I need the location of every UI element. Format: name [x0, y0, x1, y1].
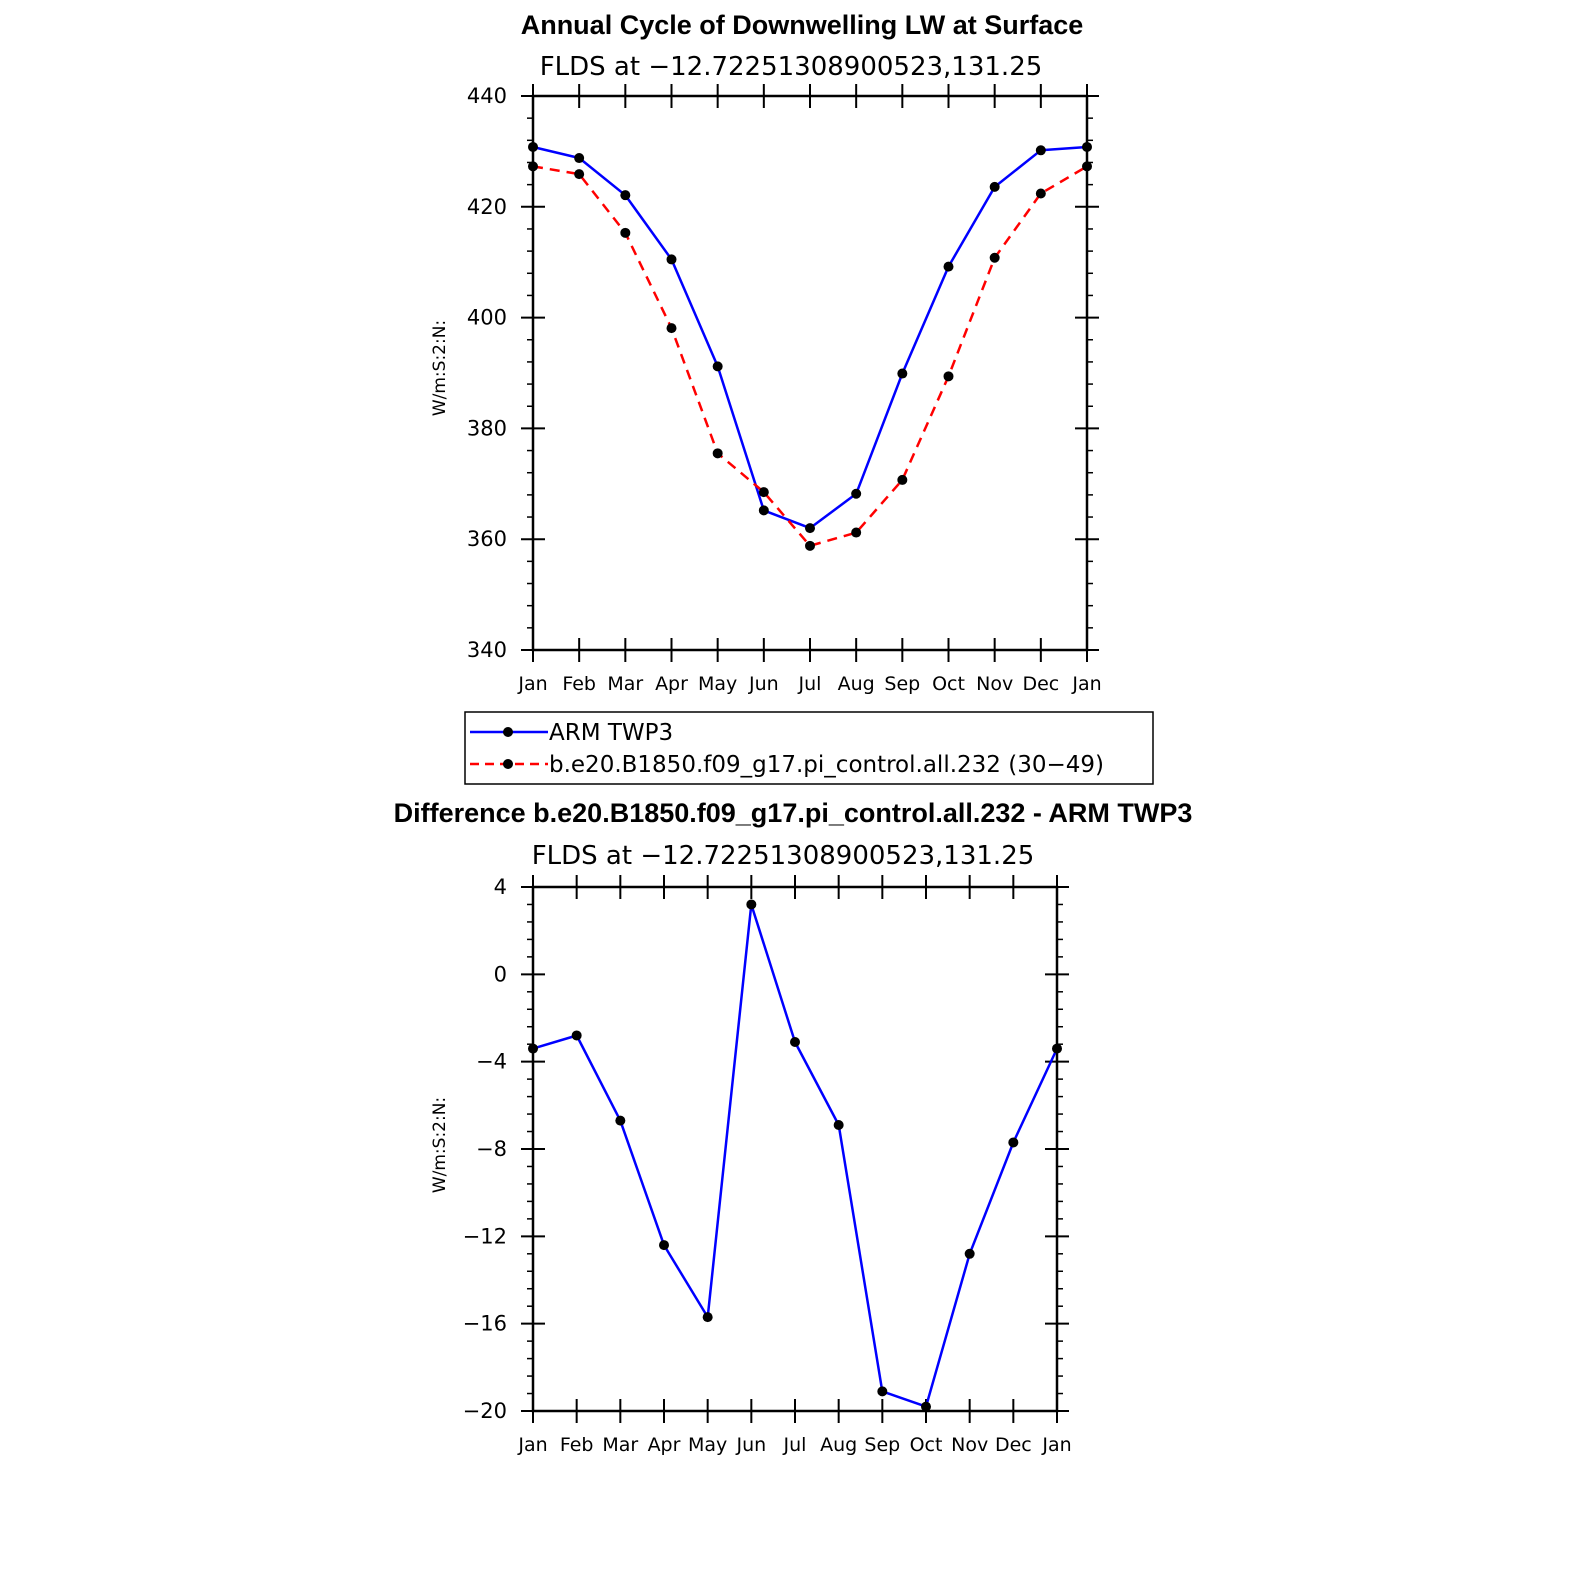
- y-tick-label: −4: [476, 1049, 507, 1074]
- data-point: [965, 1249, 975, 1259]
- y-tick-label: 360: [466, 527, 507, 552]
- series-line-1: [533, 166, 1087, 545]
- data-point: [897, 369, 907, 379]
- data-point: [759, 487, 769, 497]
- data-point: [620, 190, 630, 200]
- x-tick-label: Apr: [647, 1434, 681, 1456]
- chart-title: Difference b.e20.B1850.f09_g17.pi_control.all.232 - ARM TWP3: [393, 798, 1193, 828]
- x-tick-label: May: [688, 1434, 728, 1456]
- data-point: [703, 1312, 713, 1322]
- x-tick-label: Dec: [1022, 673, 1060, 695]
- x-tick-label: Sep: [864, 1434, 901, 1456]
- x-tick-label: Feb: [559, 1434, 594, 1456]
- x-tick-label: Oct: [909, 1434, 943, 1456]
- x-tick-label: Nov: [976, 673, 1014, 695]
- data-point: [713, 361, 723, 371]
- x-tick-label: Jun: [736, 1434, 767, 1456]
- series-line-0: [533, 147, 1087, 528]
- data-point: [572, 1030, 582, 1040]
- x-tick-label: Oct: [932, 673, 965, 695]
- x-tick-label: Jun: [748, 673, 779, 695]
- data-point: [574, 169, 584, 179]
- x-tick-label: May: [698, 673, 738, 695]
- chart-title: Annual Cycle of Downwelling LW at Surface: [520, 10, 1084, 40]
- x-tick-label: Aug: [820, 1434, 858, 1456]
- data-point: [615, 1116, 625, 1126]
- data-point: [834, 1120, 844, 1130]
- data-point: [1082, 142, 1092, 152]
- y-tick-label: −16: [462, 1311, 507, 1336]
- data-point: [990, 182, 1000, 192]
- difference-chart: [394, 798, 1193, 1456]
- x-tick-label: Aug: [837, 673, 875, 695]
- data-point: [1082, 161, 1092, 171]
- legend-label-arm: ARM TWP3: [549, 720, 674, 746]
- data-point: [897, 475, 907, 485]
- y-tick-label: −8: [476, 1137, 507, 1161]
- y-tick-label: 340: [466, 638, 507, 662]
- x-tick-label: Mar: [602, 1434, 639, 1456]
- data-point: [667, 254, 677, 264]
- data-point: [528, 1044, 538, 1054]
- y-axis-label: W/m:S:2:N:: [430, 319, 450, 417]
- y-tick-label: 440: [466, 84, 507, 108]
- data-point: [877, 1386, 887, 1396]
- data-point: [1008, 1137, 1018, 1147]
- chart-subtitle: FLDS at −12.72251308900523,131.25: [531, 841, 1035, 871]
- legend-label-model: b.e20.B1850.f09_g17.pi_control.all.232 (30−49): [549, 752, 1104, 778]
- y-tick-label: 4: [493, 875, 507, 899]
- data-point: [805, 523, 815, 533]
- x-tick-label: Jan: [518, 1434, 548, 1456]
- x-tick-label: Jan: [518, 673, 548, 695]
- y-tick-label: 420: [466, 194, 507, 219]
- data-point: [944, 262, 954, 272]
- data-point: [528, 142, 538, 152]
- data-point: [944, 371, 954, 381]
- data-point: [851, 489, 861, 499]
- y-tick-label: 380: [466, 416, 507, 441]
- y-axis-label: W/m:S:2:N:: [430, 1096, 450, 1194]
- y-tick-label: −20: [462, 1399, 507, 1423]
- x-tick-label: Jul: [783, 1434, 807, 1456]
- y-tick-label: 0: [493, 962, 507, 987]
- annual-cycle-chart: [430, 10, 1102, 695]
- y-tick-label: −12: [462, 1224, 507, 1249]
- data-point: [1036, 145, 1046, 155]
- legend-marker-arm: [503, 727, 513, 737]
- y-tick-label: 400: [466, 305, 507, 330]
- data-point: [667, 323, 677, 333]
- data-point: [990, 253, 1000, 263]
- data-point: [851, 528, 861, 538]
- data-point: [1036, 189, 1046, 199]
- series-line-0: [533, 905, 1057, 1407]
- data-point: [528, 161, 538, 171]
- data-point: [713, 448, 723, 458]
- x-tick-label: Nov: [951, 1434, 989, 1456]
- data-point: [805, 541, 815, 551]
- x-tick-label: Jul: [798, 673, 822, 695]
- x-tick-label: Mar: [607, 673, 644, 695]
- x-tick-label: Apr: [655, 673, 688, 695]
- x-tick-label: Sep: [884, 673, 921, 695]
- data-point: [659, 1240, 669, 1250]
- plot-frame: [533, 887, 1057, 1411]
- legend: [465, 712, 1153, 784]
- data-point: [746, 899, 756, 909]
- x-tick-label: Jan: [1072, 673, 1102, 695]
- x-tick-label: Feb: [562, 673, 596, 695]
- data-point: [921, 1402, 931, 1412]
- data-point: [620, 228, 630, 238]
- x-tick-label: Dec: [994, 1434, 1032, 1456]
- x-tick-label: Jan: [1042, 1434, 1072, 1456]
- data-point: [574, 153, 584, 163]
- data-point: [1052, 1044, 1062, 1054]
- legend-marker-model: [503, 759, 513, 769]
- data-point: [790, 1037, 800, 1047]
- chart-subtitle: FLDS at −12.72251308900523,131.25: [539, 52, 1043, 82]
- data-point: [759, 505, 769, 515]
